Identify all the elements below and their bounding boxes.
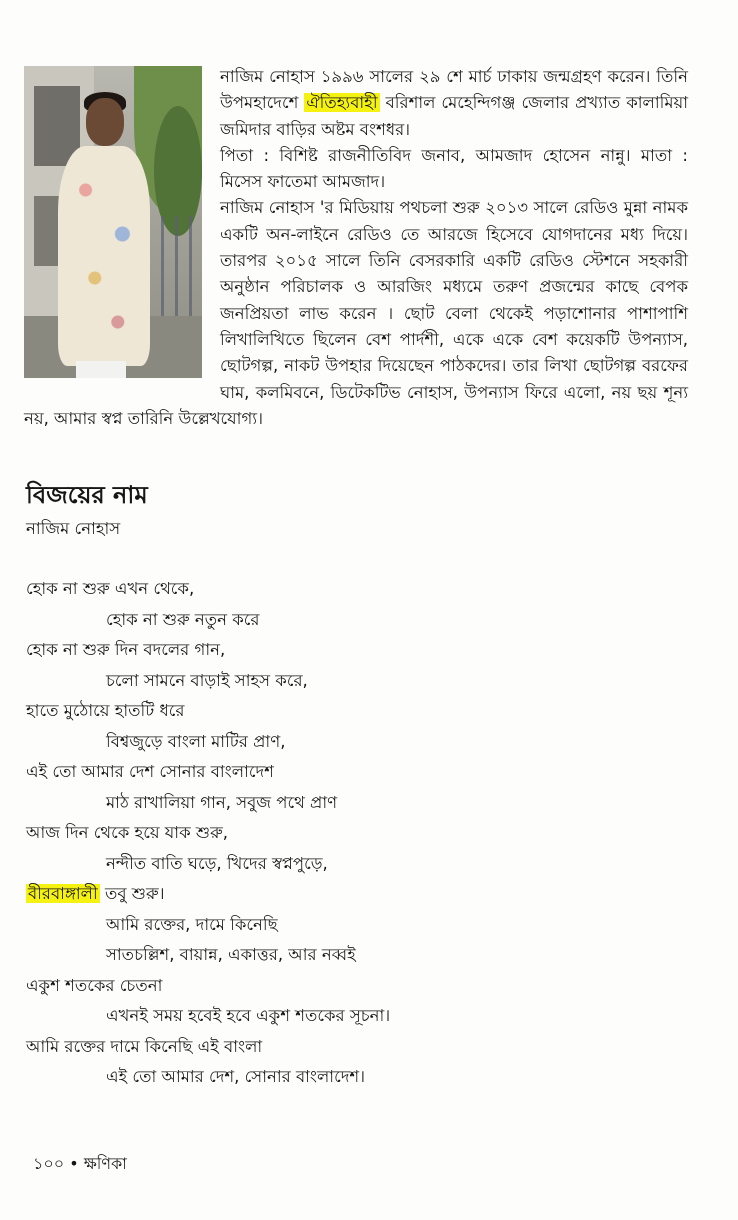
poem-line — [26, 1001, 706, 1032]
poem-line — [26, 605, 706, 636]
poem-line — [26, 757, 706, 788]
poem-line-text: হোক না শুরু দিন বদলের গান, — [26, 640, 226, 659]
poem-line — [26, 849, 706, 880]
poem-line — [26, 940, 706, 971]
poem-line — [26, 666, 706, 697]
bio-paragraph-3: নাজিম নোহাস 'র মিডিয়ায় পথচলা শুরু ২০১৩ সালে রেডিও মুন্না নামক একটি অন-লাইনে রেডিও তে আরজে হিসেবে যোগদানের মধ্য দিয়ে। তারপর ২০১৫ সালে তিনি বেসরকারি একটি রেডিও স্টেশনে সহকারী অনুষ্ঠান পরিচালক ও আরজিং মধ্যমে তরুণ প্রজন্মের কাছে বেপক জনপ্রিয়তা লাভ করেন । ছোট বেলা থেকেই পড়াশোনার পাশাপাশি লিখালিখিতে ছিলেন বেশ পার্দশী, একে একে বেশ কয়েকটি উপন্যাস, ছোটগল্প, নাকট উপহার দিয়েছেন পাঠকদের। তার লিখা ছোটগল্প বরফের ঘাম, কলমিবনে, ডিটেকটিভ নোহাস, উপন্যাস ফিরে এলো, নয় ছয় শূন্য নয়, আমার স্বপ্ন তারিনি উল্লেখযোগ্য। — [24, 198, 688, 428]
poem-line-text: আমি রক্তের দামে কিনেছি এই বাংলা — [26, 1036, 263, 1056]
poem-line — [26, 696, 706, 727]
poem-line-text: মাঠ রাখালিয়া গান, সবুজ পথে প্রাণ — [106, 792, 338, 812]
poem-line-text: নন্দীত বাতি ঘড়ে, খিদের স্বপ্নপুড়ে, — [106, 853, 328, 873]
poem-line-text: একুশ শতকের চেতনা — [26, 975, 163, 995]
poem-line-text: সাতচল্লিশ, বায়ান্ন, একাত্তর, আর নব্বই — [106, 945, 356, 964]
bio-paragraph-2: পিতা : বিশিষ্ট রাজনীতিবিদ জনাব, আমজাদ হোসেন নান্নু। মাতা : মিসেস ফাতেমা আমজাদ। — [220, 145, 688, 192]
photo-float-spacer — [24, 64, 220, 384]
poem-line — [26, 1032, 706, 1063]
poem-line — [26, 971, 706, 1002]
page-footer — [33, 1152, 127, 1176]
poem-line — [26, 879, 706, 910]
poem-line — [26, 818, 706, 849]
bio-text: বরিশাল মেহেন্দিগঞ্জ জেলার প্রখ্যাত কালামিয়া জমিদার বাড়ির অষ্টম বংশধর। — [220, 93, 689, 139]
poem-line-text: আজ দিন থেকে হয়ে যাক শুরু, — [26, 823, 228, 842]
poem-line-text: এই তো আমার দেশ সোনার বাংলাদেশ — [26, 762, 274, 781]
author-bio — [24, 64, 688, 432]
poem-line — [26, 1062, 706, 1093]
poem-line — [26, 788, 706, 819]
poem-line-text: চলো সামনে বাড়াই সাহস করে, — [106, 670, 308, 690]
poem-line-text: এখনই সময় হবেই হবে একুশ শতকের সূচনা। — [106, 1006, 391, 1025]
poem-line-text: এই তো আমার দেশ, সোনার বাংলাদেশ। — [106, 1067, 366, 1086]
poem-line-text: তবু শুরু। — [104, 884, 165, 903]
book-title: ক্ষণিকা — [83, 1154, 127, 1173]
poem-line-text: হোক না শুরু এখন থেকে, — [26, 579, 195, 598]
poem-line-text: হাতে মুঠোয়ে হাতটি ধরে — [26, 701, 185, 720]
poem-line — [26, 635, 706, 666]
poem-line — [26, 910, 706, 941]
poem-line-text: হোক না শুরু নতুন করে — [106, 609, 260, 629]
highlighted-word: বীরবাঙ্গালী — [28, 884, 98, 903]
poem-line-text: বিশ্বজুড়ে বাংলা মাটির প্রাণ, — [106, 731, 286, 751]
poem-author: নাজিম নোহাস — [26, 519, 121, 538]
page-number: ১০০ — [33, 1154, 65, 1173]
bio-text: নাজিম নোহাস ১৯৯৬ সালের ২৯ শে মার্চ ঢাকায় জন্মগ্রহণ করেন। তিনি উপমহাদেশে — [220, 67, 688, 113]
poem-title: বিজয়ের নাম — [26, 481, 148, 509]
poem-line-text: আমি রক্তের, দামে কিনেছি — [106, 914, 278, 934]
highlighted-word: ঐতিহ্যবাহী — [306, 93, 378, 113]
footer-separator: • — [69, 1154, 79, 1173]
poem-line — [26, 574, 706, 605]
poem-line — [26, 727, 706, 758]
poem-body — [26, 574, 706, 1093]
